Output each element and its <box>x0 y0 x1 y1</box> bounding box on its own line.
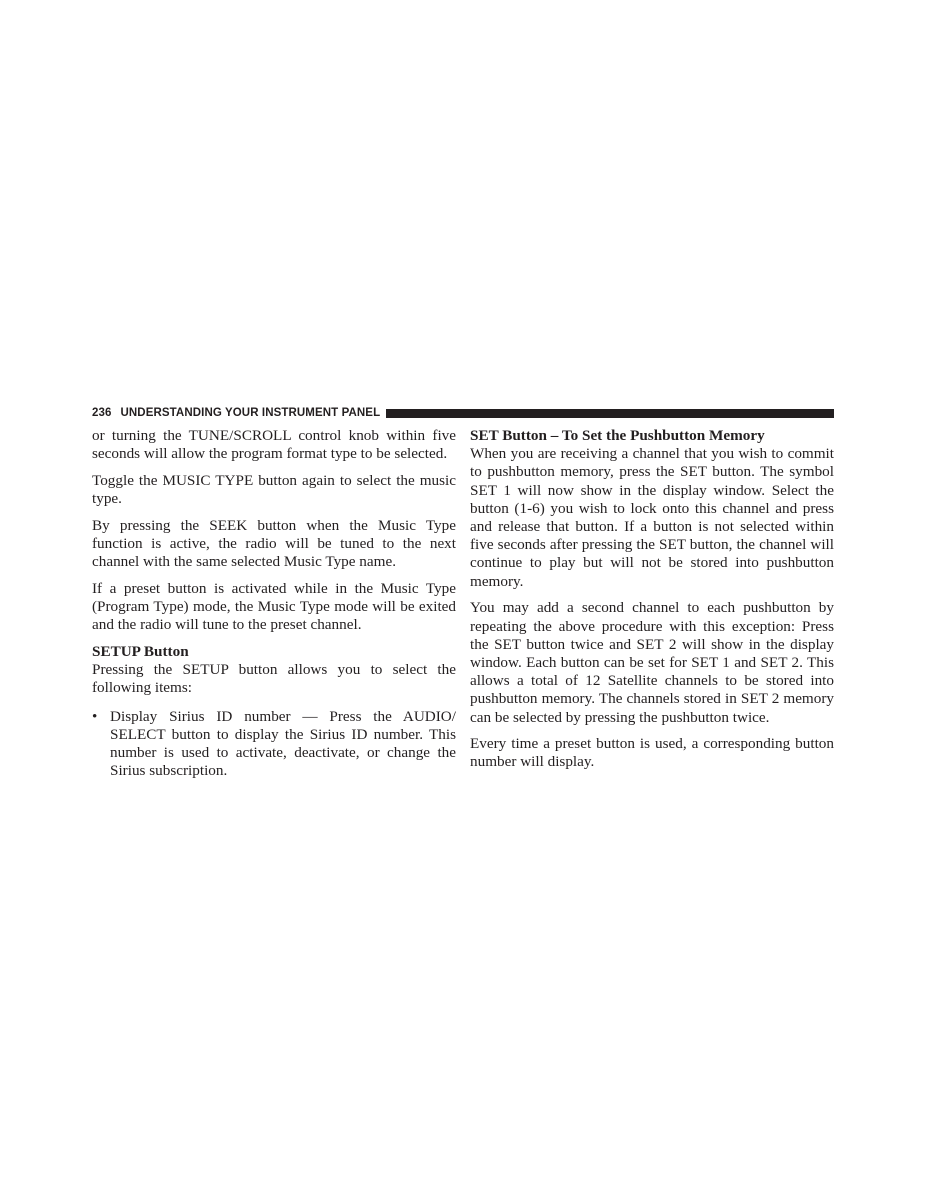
paragraph-music-type-toggle: Toggle the MUSIC TYPE button again to select the music type. <box>92 471 456 508</box>
left-column <box>92 427 456 788</box>
paragraph-set-memory: When you are receiving a channel that you wish to commit to pushbutton memory, press the SET button. The symbol SET 1 will now show in the display window. Select the button (1-6) you wish to lock onto this channel and press and release that button. If a button is not selected within five seconds after pressing the SET button, the channel will continue to play but will not be stored into pushbutton memory. <box>470 445 834 590</box>
paragraph-preset: If a preset button is activated while in the Music Type (Program Type) mode, the Music Type mode will be exited and the radio will tune to the preset channel. <box>92 579 456 634</box>
right-column <box>470 427 834 780</box>
page-number: 236 <box>92 407 112 419</box>
bullet-icon: • <box>92 707 98 725</box>
setup-heading: SETUP Button <box>92 643 189 661</box>
header-rule <box>386 409 834 418</box>
section-title: UNDERSTANDING YOUR INSTRUMENT PANEL <box>120 407 381 419</box>
page-header <box>92 405 834 421</box>
paragraph-seek: By pressing the SEEK button when the Music Type function is active, the radio will be tuned to the next channel with the same selected Music Type name. <box>92 516 456 571</box>
paragraph-preset-display: Every time a preset button is used, a corresponding button number will display. <box>470 735 834 771</box>
paragraph-second-channel: You may add a second channel to each pushbutton by repeating the above procedure with this exception: Press the SET button twice and SET 2 will show in the display window. Each button can be set for SET 1 and SET 2. This allows a total of 12 Satellite channels to be stored into pushbutton memory. The channels stored in SET 2 memory can be selected by pressing the pushbutton twice. <box>470 599 834 726</box>
set-heading: SET Button – To Set the Pushbutton Memory <box>470 427 765 444</box>
paragraph-program-format: or turning the TUNE/SCROLL control knob within five seconds will allow the program format type to be selected. <box>92 427 456 463</box>
list-item <box>92 708 456 781</box>
paragraph-setup-intro: Pressing the SETUP button allows you to select the following items: <box>92 661 456 697</box>
bullet-text: Display Sirius ID number — Press the AUDIO/ SELECT button to display the Sirius ID number. This number is used to activate, deactivate, or change the Sirius subscription. <box>110 707 456 780</box>
